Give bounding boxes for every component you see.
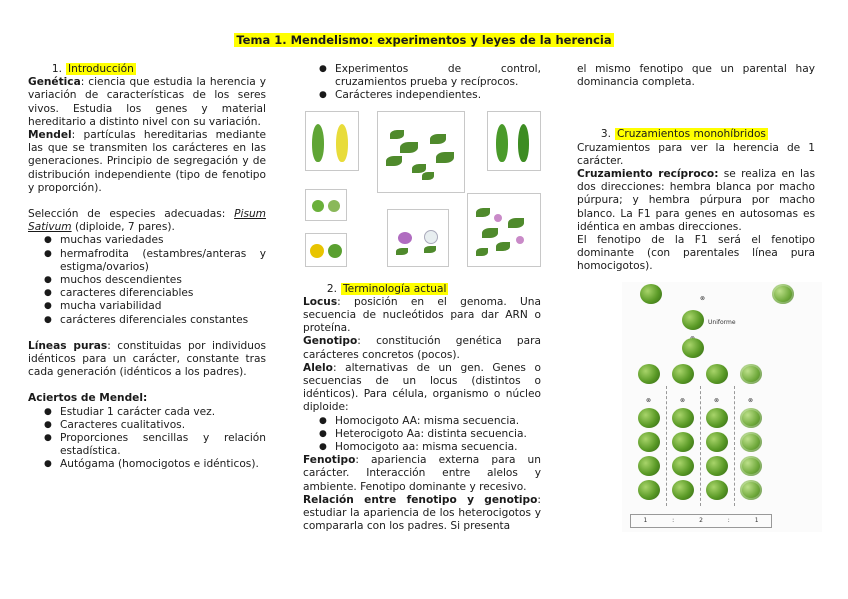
list-item: ● Autógama (homocigotos e idénticos). [28, 458, 266, 471]
list-item: ● Experimentos de control, cruzamientos prueba y recíprocos. [303, 63, 541, 89]
paragraph-seleccion: Selección de especies adecuadas: Pisum Sativum (diploide, 7 pares). [28, 208, 266, 234]
species-list [28, 234, 266, 326]
f2-pea [740, 456, 762, 476]
paragraph-continuation: el mismo fenotipo que un parental hay dominancia completa. [577, 63, 815, 89]
paragraph-alelo: Alelo: alternativas de un gen. Genes o secuencias de un locus (distintos o idénticos). Para célula, organismo o núcleo diploide: [303, 361, 541, 414]
column-2 [303, 63, 541, 533]
gamete-pea [672, 364, 694, 384]
f1-pea [682, 310, 704, 330]
leaf-icon [430, 134, 446, 144]
paragraph-lineas-puras: Líneas puras: constituidas por individuos idénticos para un carácter, constante tras cada generación (idénticos a los padres). [28, 339, 266, 379]
selfing-symbol-icon: ⊗ [748, 396, 754, 404]
uniforme-label: Uniforme [708, 318, 736, 326]
paragraph-cruzamientos: Cruzamientos para ver la herencia de 1 carácter. [577, 141, 815, 167]
selfing-symbol-icon: ⊗ [680, 396, 686, 404]
paragraph-fenotipo: Fenotipo: apariencia externa para un carácter. Interacción entre alelos y ambiente. Fenotipo dominante y recesivo. [303, 454, 541, 493]
f2-pea [740, 480, 762, 500]
list-item: ● Proporciones sencillas y relación estadística. [28, 432, 266, 458]
monohybrid-cross-figure [622, 282, 822, 532]
yellow-pod-icon [336, 124, 348, 162]
top-list [303, 63, 541, 103]
leaf-icon [412, 164, 426, 173]
white-flower-icon [424, 230, 438, 244]
leaf-icon [396, 248, 408, 255]
alelo-list [303, 415, 541, 455]
leaf-icon [390, 130, 404, 139]
divider [700, 386, 701, 506]
list-item: ● caracteres diferenciables [28, 287, 266, 300]
pea-card-pod-color [305, 111, 359, 171]
pea-card-seed-color [305, 233, 347, 267]
leaf-icon [436, 152, 454, 163]
f2-pea [672, 456, 694, 476]
leaf-icon [508, 218, 524, 228]
section-heading-cruzamientos: 3. Cruzamientos monohíbridos [600, 128, 766, 141]
list-item: ● Caracteres cualitativos. [28, 419, 266, 432]
pea-card-stem-length [467, 193, 541, 267]
page-title: Tema 1. Mendelismo: experimentos y leyes de la herencia [236, 33, 612, 47]
pea-card-seed-shape [305, 189, 347, 221]
round-seed-icon [312, 200, 324, 212]
divider [734, 386, 735, 506]
ratio-box: 1 : 2 : 1 [630, 514, 772, 528]
leaf-icon [476, 208, 490, 217]
f2-pea [706, 432, 728, 452]
f2-pea [672, 480, 694, 500]
paragraph-relacion: Relación entre fenotipo y genotipo: estudiar la apariencia de los heterocigotos y compararla con los padres. Si presenta [303, 493, 541, 533]
leaf-icon [400, 142, 418, 153]
list-item: ● carácteres diferenciales constantes [28, 314, 266, 327]
list-item: ● Carácteres independientes. [303, 89, 541, 102]
f2-pea [672, 432, 694, 452]
paragraph-mendel: Mendel: partículas hereditarias mediante las que se transmiten los carácteres en las generaciones. Principio de segregación y de distribución independiente (tipo de fenotipo y proporción). [28, 129, 266, 194]
f1-self-pea [682, 338, 704, 358]
constricted-pod-icon [518, 124, 529, 162]
f2-pea [706, 456, 728, 476]
gamete-pea [740, 364, 762, 384]
paragraph-genotipo: Genotipo: constitución genética para carácteres concretos (pocos). [303, 335, 541, 361]
leaf-icon [476, 248, 488, 256]
pea-card-flower-position [377, 111, 465, 193]
cross-symbol-icon: ⊗ [700, 294, 706, 302]
pea-card-flower-color [387, 209, 449, 267]
parent-wrinkled-pea [772, 284, 794, 304]
leaf-icon [424, 246, 436, 253]
f2-pea [672, 408, 694, 428]
f2-pea [740, 432, 762, 452]
purple-flower-icon [398, 232, 412, 244]
selfing-symbol-icon: ⊗ [714, 396, 720, 404]
column-3 [577, 63, 815, 532]
paragraph-f1: El fenotipo de la F1 será el fenotipo dominante (con parentales línea pura homocigotos). [577, 234, 815, 273]
green-pod-icon [312, 124, 324, 162]
f2-pea [706, 480, 728, 500]
inflated-pod-icon [496, 124, 508, 162]
gamete-pea [638, 364, 660, 384]
list-item: ● Estudiar 1 carácter cada vez. [28, 406, 266, 419]
section-heading-terminologia: 2. Terminología actual [326, 282, 447, 295]
flower-icon [516, 236, 524, 244]
green-seed-icon [328, 244, 342, 258]
f2-pea [638, 456, 660, 476]
list-item: ● Homocigoto aa: misma secuencia. [303, 441, 541, 454]
list-item: ● muchos descendientes [28, 274, 266, 287]
parent-smooth-pea [640, 284, 662, 304]
aciertos-heading: Aciertos de Mendel: [28, 392, 148, 405]
f2-pea [638, 432, 660, 452]
leaf-icon [386, 156, 402, 166]
paragraph-locus: Locus: posición en el genoma. Una secuencia de nucleótidos para dar ARN o proteína. [303, 295, 541, 335]
aciertos-list [28, 406, 266, 472]
selfing-symbol-icon: ⊗ [646, 396, 652, 404]
pea-card-pod-shape [487, 111, 541, 171]
f2-pea [740, 408, 762, 428]
f2-pea [638, 408, 660, 428]
f2-pea [706, 408, 728, 428]
yellow-seed-icon [310, 244, 324, 258]
flower-icon [494, 214, 502, 222]
leaf-icon [496, 242, 510, 251]
leaf-icon [422, 172, 434, 180]
pea-characters-figure [303, 109, 541, 269]
leaf-icon [482, 228, 498, 238]
f2-pea [638, 480, 660, 500]
paragraph-genetica: Genética: ciencia que estudia la herencia y variación de características de los seres vivos. Estudia los genes y material hereditario a distinto nivel con su variación. [28, 76, 266, 128]
section-heading-introduccion: 1. Introducción [51, 63, 134, 75]
list-item: ● hermafrodita (estambres/anteras y estigma/ovarios) [28, 248, 266, 274]
gamete-pea [706, 364, 728, 384]
list-item: ● Homocigoto AA: misma secuencia. [303, 415, 541, 428]
divider [666, 386, 667, 506]
paragraph-reciproco: Cruzamiento recíproco: se realiza en las dos direcciones: hembra blanca por macho púrpura; y hembra púrpura por macho blanco. La F1 para genes en autosomas es idéntica en ambas direcciones. [577, 168, 816, 233]
list-item: ● mucha variabilidad [28, 300, 266, 313]
column-1 [28, 63, 266, 472]
wrinkled-seed-icon [328, 200, 340, 212]
list-item: ● muchas variedades [28, 234, 266, 247]
list-item: ● Heterocigoto Aa: distinta secuencia. [303, 428, 541, 441]
